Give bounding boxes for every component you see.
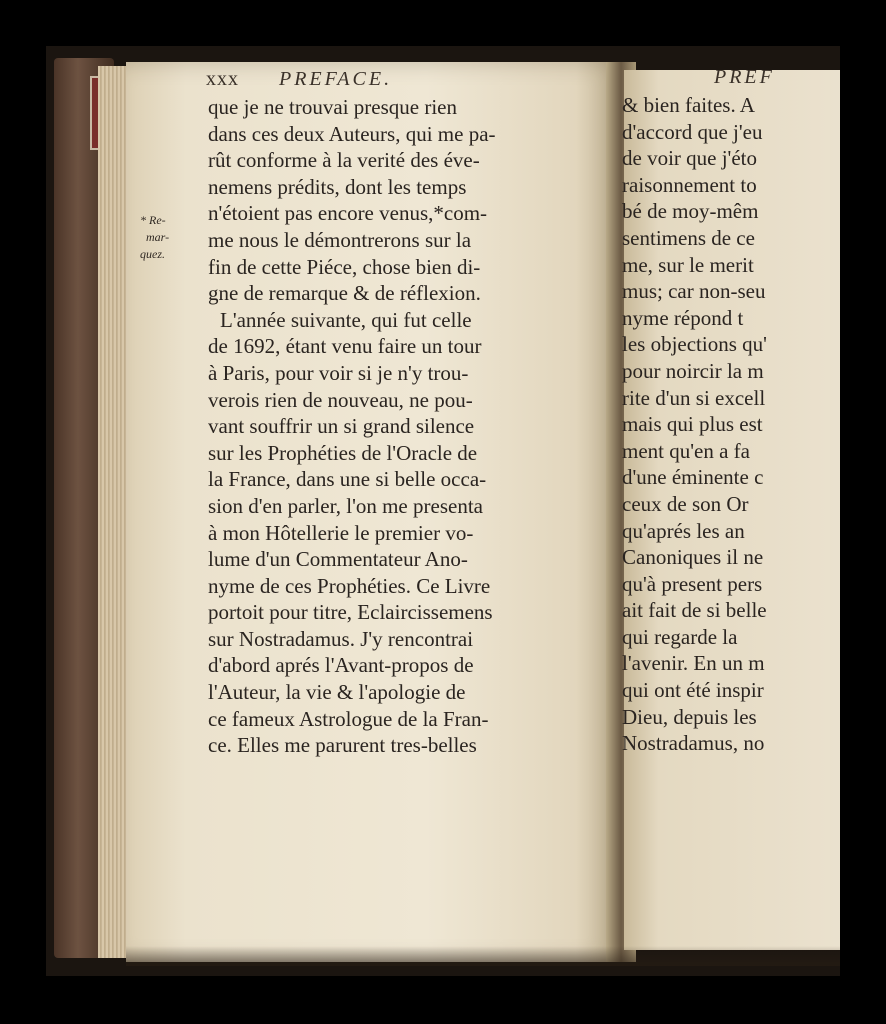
text-line: vant souffrir un si grand silence [208, 414, 475, 439]
text-line: rût conforme à la verité des éve- [208, 148, 480, 173]
text-line: me, sur le merit [622, 252, 754, 277]
bottom-shadow [126, 946, 840, 966]
text-line: l'avenir. En un m [622, 651, 765, 676]
text-line: l'Auteur, la vie & l'apologie de [208, 680, 466, 705]
text-line: sentimens de ce [622, 225, 755, 250]
text-line: qu'aprés les an [622, 518, 745, 543]
text-line: ce fameux Astrologue de la Fran- [208, 706, 489, 731]
text-line: nyme répond t [622, 305, 744, 330]
text-line: d'une éminente c [622, 465, 764, 490]
text-line: d'accord que j'eu [622, 119, 763, 144]
text-line: d'abord aprés l'Avant-propos de [208, 653, 474, 678]
margin-note [140, 212, 169, 263]
left-running-head [206, 68, 392, 91]
running-head-title: PREFACE. [279, 68, 393, 90]
text-line: gne de remarque & de réflexion. [208, 281, 481, 306]
text-line: mus; car non-seu [622, 279, 766, 304]
text-line: ait fait de si belle [622, 598, 767, 623]
text-line: fin de cette Piéce, chose bien di- [208, 254, 481, 279]
text-line: raisonnement to [622, 172, 757, 197]
text-line: de 1692, étant venu faire un tour [208, 334, 482, 359]
text-line: ce. Elles me parurent tres-belles [208, 733, 477, 758]
text-line: portoit pour titre, Eclaircissemens [208, 600, 493, 625]
text-line: rite d'un si excell [622, 385, 766, 410]
margin-note-line: mar- [146, 230, 170, 244]
text-line: sur Nostradamus. J'y rencontrai [208, 626, 474, 651]
text-line: nyme de ces Prophéties. Ce Livre [208, 573, 491, 598]
page-folio: xxx [206, 68, 239, 90]
text-line: qui ont été inspir [622, 678, 764, 703]
text-line: bé de moy-mêm [622, 199, 759, 224]
text-line: ment qu'en a fa [622, 438, 750, 463]
text-line: verois rien de nouveau, ne pou- [208, 387, 473, 412]
text-line: nemens prédits, dont les temps [208, 174, 467, 199]
margin-note-line: quez. [140, 247, 165, 261]
page-stack-edge [98, 66, 128, 958]
text-line: dans ces deux Auteurs, qui me pa- [208, 121, 496, 146]
text-line: Canoniques il ne [622, 545, 764, 570]
text-line: me nous le démontrerons sur la [208, 227, 472, 252]
text-line: mais qui plus est [622, 412, 763, 437]
text-line: que je ne trouvai presque rien [208, 95, 457, 119]
left-page-text [208, 94, 552, 759]
text-line: à Paris, pour voir si je n'y trou- [208, 360, 469, 385]
text-line: pour noircir la m [622, 358, 764, 383]
text-line: la France, dans une si belle occa- [208, 467, 487, 492]
text-line: qu'à present pers [622, 571, 763, 596]
text-line: à mon Hôtellerie le premier vo- [208, 520, 474, 545]
text-line: lume d'un Commentateur Ano- [208, 547, 468, 572]
text-line: qui regarde la [622, 624, 738, 649]
text-line: sion d'en parler, l'on me presenta [208, 493, 483, 518]
right-running-head: PREF [714, 66, 775, 88]
text-line: sur les Prophéties de l'Oracle de [208, 440, 478, 465]
text-line: & bien faites. A [622, 93, 755, 117]
text-line: de voir que j'éto [622, 146, 757, 171]
right-page-text [622, 92, 808, 757]
text-line: n'étoient pas encore venus,*com- [208, 201, 488, 226]
text-line: L'année suivante, qui fut celle [220, 307, 472, 332]
text-line: les objections qu' [622, 332, 767, 357]
text-line: ceux de son Or [622, 491, 749, 516]
text-line: Dieu, depuis les [622, 704, 757, 729]
text-line: Nostradamus, no [622, 731, 765, 756]
margin-note-line: * Re- [140, 213, 166, 227]
